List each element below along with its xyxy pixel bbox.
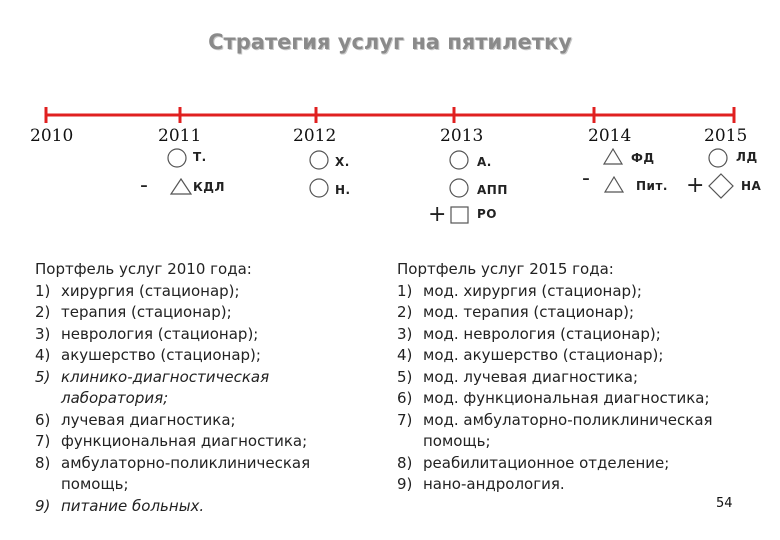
portfolio-2015 [397, 259, 757, 496]
timeline-axis [0, 100, 780, 130]
year-label: 2015 [704, 126, 748, 146]
list-item: 9) питание больных. [35, 496, 205, 515]
year-label: 2012 [293, 126, 337, 146]
circle-marker-n [310, 179, 328, 197]
year-label: 2011 [158, 126, 202, 146]
circle-marker-ld [709, 149, 727, 167]
marker-label: А. [477, 155, 492, 169]
list-item: 2) терапия (стационар); [35, 303, 232, 321]
year-label: 2013 [440, 126, 484, 146]
marker-label: АПП [477, 183, 508, 197]
list-item: 1) мод. хирургия (стационар); [397, 281, 642, 300]
portfolio-2010-header: Портфель услуг 2010 года: [35, 260, 252, 278]
triangle-marker-kdl [171, 179, 191, 194]
list-item: 3) мод. неврология (стационар); [397, 324, 661, 343]
list-item: 6) лучевая диагностика; [35, 410, 236, 429]
portfolio-2010-items [35, 281, 365, 518]
circle-marker-app [450, 179, 468, 197]
portfolio-2015-header: Портфель услуг 2015 года: [397, 260, 614, 278]
marker-label: ЛД [736, 150, 758, 164]
year-label: 2014 [588, 126, 632, 146]
list-item: 3) неврология (стационар); [35, 324, 259, 343]
list-item: 7) мод. амбулаторно-поликлиническая помощь; [397, 410, 713, 450]
triangle-marker-pit [605, 177, 623, 192]
year-label: 2010 [30, 126, 74, 146]
circle-marker-a [450, 151, 468, 169]
list-item: 4) мод. акушерство (стационар); [397, 346, 664, 364]
plus-sign: + [428, 202, 447, 227]
triangle-marker-fd [604, 149, 622, 164]
circle-marker-kh [310, 151, 328, 169]
diamond-marker-na [709, 174, 733, 198]
list-item: 6) мод. функциональная диагностика; [397, 389, 710, 407]
slide-title: Стратегия услуг на пятилетку [208, 30, 572, 54]
list-item: 5) мод. лучевая диагностика; [397, 367, 638, 386]
plus-sign: + [686, 173, 705, 198]
marker-label: КДЛ [193, 180, 225, 194]
list-item: 4) акушерство (стационар); [35, 346, 261, 364]
marker-label: РО [477, 207, 497, 221]
marker-label: Пит. [636, 179, 668, 193]
list-item: 5) клинико-диагностическая лаборатория; [35, 367, 270, 407]
list-item: 1) хирургия (стационар); [35, 281, 240, 300]
page-number: 54 [716, 496, 733, 511]
list-item: 9) нано-андрология. [397, 475, 565, 493]
list-item: 8) реабилитационное отделение; [397, 453, 670, 472]
minus-sign: - [140, 173, 148, 198]
marker-label: ФД [631, 151, 655, 165]
portfolio-2015-items [397, 281, 757, 496]
portfolio-2010 [35, 259, 365, 517]
marker-label: НА [741, 179, 762, 193]
square-marker-ro [451, 207, 468, 223]
list-item: 7) функциональная диагностика; [35, 432, 308, 450]
list-item: 2) мод. терапия (стационар); [397, 303, 635, 321]
list-item: 8) амбулаторно-поликлиническая помощь; [35, 453, 311, 493]
marker-label: Т. [193, 150, 207, 164]
marker-label: Х. [335, 155, 350, 169]
minus-sign: - [582, 166, 590, 191]
marker-label: Н. [335, 183, 351, 197]
circle-marker-t [168, 149, 186, 167]
